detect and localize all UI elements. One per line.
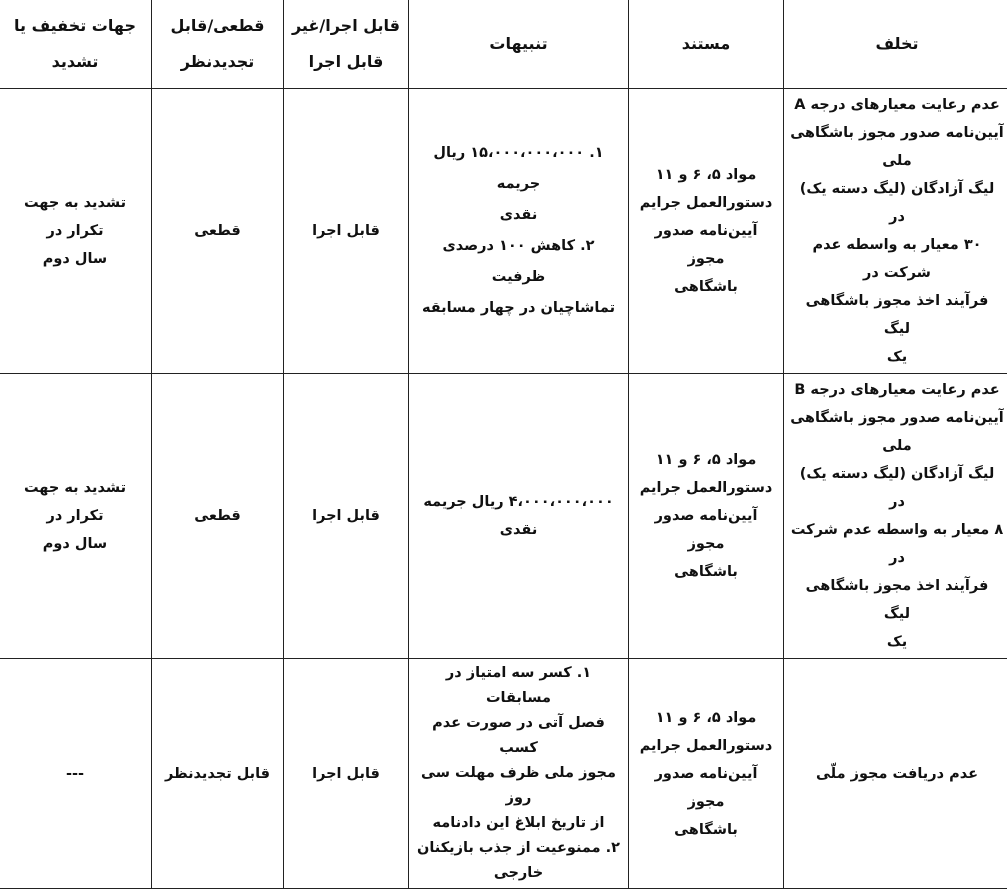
cell-final: قطعی — [152, 374, 284, 659]
cell-violation: عدم دریافت مجوز ملّی — [784, 659, 1007, 889]
cell-enforceable: قابل اجرا — [284, 374, 409, 659]
header-basis: مستند — [629, 0, 784, 89]
table-row — [0, 659, 1007, 889]
table-row — [0, 374, 1007, 659]
cell-mitigation: تشدید به جهت تکرار در سال دوم — [0, 374, 152, 659]
header-mitigation: جهات تخفیف یا تشدید — [0, 0, 152, 89]
cell-basis: مواد ۵، ۶ و ۱۱ دستورالعمل جرایم آیین‌نامه صدور مجوز باشگاهی — [629, 374, 784, 659]
cell-basis: مواد ۵، ۶ و ۱۱ دستورالعمل جرایم آیین‌نامه صدور مجوز باشگاهی — [629, 89, 784, 374]
cell-final: قابل تجدیدنظر — [152, 659, 284, 889]
header-final: قطعی/قابل تجدیدنظر — [152, 0, 284, 89]
table-row — [0, 89, 1007, 374]
cell-mitigation: تشدید به جهت تکرار در سال دوم — [0, 89, 152, 374]
cell-penalties: ۱. ۱۵،۰۰۰،۰۰۰،۰۰۰ ریال جریمه نقدی ۲. کاهش ۱۰۰ درصدی ظرفیت تماشاچیان در چهار مسابقه — [409, 89, 629, 374]
cell-enforceable: قابل اجرا — [284, 89, 409, 374]
cell-basis: مواد ۵، ۶ و ۱۱ دستورالعمل جرایم آیین‌نامه صدور مجوز باشگاهی — [629, 659, 784, 889]
cell-penalties: ۴،۰۰۰،۰۰۰،۰۰۰ ریال جریمه نقدی — [409, 374, 629, 659]
cell-final: قطعی — [152, 89, 284, 374]
cell-violation: عدم رعایت معیارهای درجه A آیین‌نامه صدور مجوز باشگاهی ملی لیگ آزادگان (لیگ دسته یک) در ۳۰ معیار به واسطه عدم شرکت در فرآیند اخذ مجوز باشگاهی لیگ یک — [784, 89, 1007, 374]
header-violation: تخلف — [784, 0, 1007, 89]
cell-penalties: ۱. کسر سه امتیاز در مسابقات فصل آتی در صورت عدم کسب مجوز ملی ظرف مهلت سی روز از تاریخ ابلاغ این دادنامه ۲. ممنوعیت از جذب بازیکنان خارجی — [409, 659, 629, 889]
header-penalties: تنبیهات — [409, 0, 629, 89]
header-enforceable: قابل اجرا/غیر قابل اجرا — [284, 0, 409, 89]
header-row — [0, 0, 1007, 89]
cell-enforceable: قابل اجرا — [284, 659, 409, 889]
cell-violation: عدم رعایت معیارهای درجه B آیین‌نامه صدور مجوز باشگاهی ملی لیگ آزادگان (لیگ دسته یک) در ۸ معیار به واسطه عدم شرکت در فرآیند اخذ مجوز باشگاهی لیگ یک — [784, 374, 1007, 659]
cell-mitigation: --- — [0, 659, 152, 889]
